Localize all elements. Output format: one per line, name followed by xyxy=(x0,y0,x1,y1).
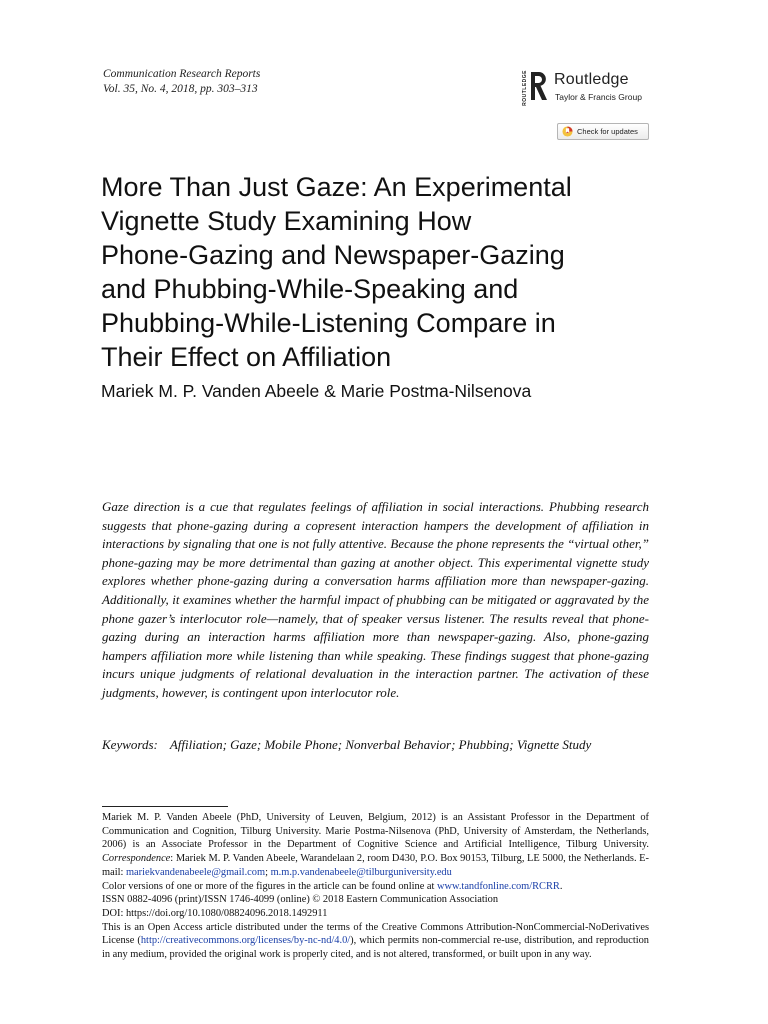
correspondence-label: Correspondence xyxy=(102,853,171,865)
logo-vertical-text: ROUTLEDGE xyxy=(522,70,528,106)
license-text-pre: This is an Open Access article distributed under the terms of the Creative Commons Attribution-NonCommercial-NoDerivatives License ( xyxy=(102,921,649,947)
color-note-text: Color versions of one or more of the figures in the article can be found online at xyxy=(102,880,437,892)
title-line: Vignette Study Examining How xyxy=(101,206,472,236)
correspondence-text: : Mariek M. P. Vanden Abeele, Warandelaan 2, room D430, P.O. Box 90153, Tilburg, LE 5000, the Netherlands. E-mail: xyxy=(102,853,649,878)
publisher-name: Routledge xyxy=(554,71,629,88)
check-for-updates-button[interactable] xyxy=(557,123,649,140)
title-line: and Phubbing-While-Speaking and xyxy=(101,274,519,304)
journal-volume: Vol. 35, No. 4, 2018, pp. 303–313 xyxy=(103,83,258,95)
email-link-gmail[interactable]: mariekvandenabeele@gmail.com xyxy=(125,866,266,878)
color-note-end: . xyxy=(559,880,563,892)
journal-name: Communication Research Reports xyxy=(103,68,261,80)
footnote xyxy=(102,811,649,962)
title-line: Their Effect on Affiliation xyxy=(101,342,392,372)
bio-text: Mariek M. P. Vanden Abeele (PhD, University of Leuven, Belgium, 2012) is an Assistant Professor in the Department of Communication and Cognition, Tilburg University. Marie Postma-Nilsenova (PhD, University of Amsterdam, the Netherlands, 2006) is an Associate Professor in the Department of Cognitive Science and Artificial Intelligence, Tilburg University. xyxy=(102,812,649,851)
keywords xyxy=(102,736,649,754)
issn-line: ISSN 0882-4096 (print)/ISSN 1746-4099 (online) © 2018 Eastern Communication Association xyxy=(102,894,499,906)
journal-citation xyxy=(103,67,260,97)
publisher-logo xyxy=(522,68,652,106)
title-line: More Than Just Gaze: An Experimental xyxy=(101,172,572,202)
license-link[interactable]: http://creativecommons.org/licenses/by-nc-nd/4.0/ xyxy=(140,935,351,947)
keywords-list: Affiliation; Gaze; Mobile Phone; Nonverbal Behavior; Phubbing; Vignette Study xyxy=(169,737,592,752)
title-line: Phone-Gazing and Newspaper-Gazing xyxy=(101,240,565,270)
email-link-tilburg[interactable]: m.m.p.vandenabeele@tilburguniversity.edu xyxy=(270,866,452,878)
footnote-divider xyxy=(102,806,228,807)
license-text-post: ), which permits non-commercial re-use, distribution, and reproduction in any medium, provided the original work is properly cited, and is not altered, transformed, or built upon in any way. xyxy=(102,935,649,961)
color-note xyxy=(102,880,649,894)
email-separator: ; xyxy=(265,866,271,878)
article-authors: Mariek M. P. Vanden Abeele & Marie Postma-Nilsenova xyxy=(101,381,532,401)
doi-line: DOI: https://doi.org/10.1080/08824096.2018.1492911 xyxy=(102,907,328,919)
check-for-updates-label: Check for updates xyxy=(577,127,638,136)
abstract-text: Gaze direction is a cue that regulates feelings of affiliation in social interactions. Phubbing research suggests that phone-gazing during a copresent interaction hampers the development of affiliation in interactions by signaling that one is not fully attentive. Because the phone represents the “virtual other,” phone-gazing may be more detrimental than gazing at another object. This experimental vignette study explores whether phone-gazing during a conversation harms affiliation more than newspaper-gazing. Additionally, it examines whether the harmful impact of phubbing can be mitigated or aggravated by the phone gazer’s interlocutor role—namely, that of speaker versus listener. The results reveal that phone-gazing during an interaction harms affiliation more than newspaper-gazing. Also, phone-gazing hampers affiliation more while listening than while speaking. These findings suggest that phone-gazing incurs unique judgments of relational devaluation in the interaction partner. The activation of these judgments, however, is contingent upon interlocutor role. xyxy=(102,499,649,700)
article-title xyxy=(101,170,671,374)
publisher-group: Taylor & Francis Group xyxy=(555,92,642,102)
tandfonline-link[interactable]: www.tandfonline.com/RCRR xyxy=(437,880,560,892)
title-line: Phubbing-While-Listening Compare in xyxy=(101,308,556,338)
crossmark-icon xyxy=(562,126,573,137)
license-note xyxy=(102,921,649,962)
keywords-label: Keywords: xyxy=(102,737,158,752)
author-bio xyxy=(102,811,649,880)
